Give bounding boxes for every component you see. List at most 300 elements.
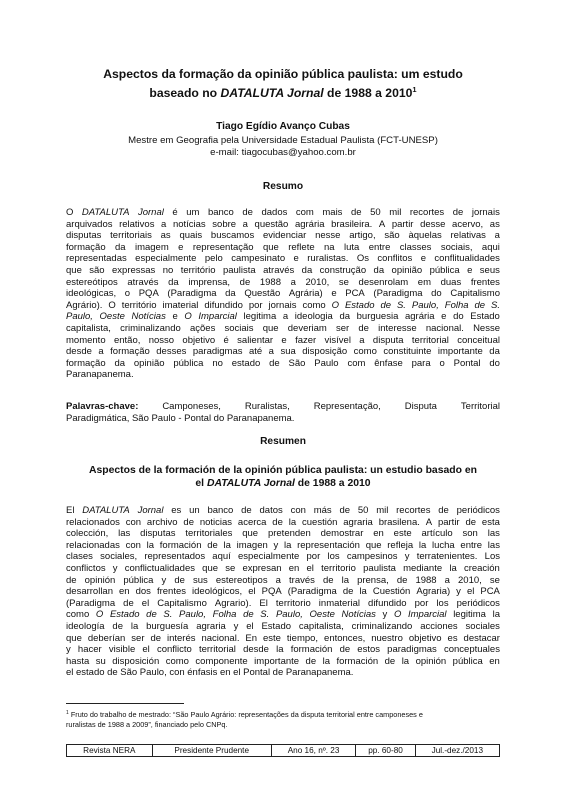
word: de [183, 516, 194, 528]
word: dos [135, 586, 151, 598]
text-line [66, 230, 500, 242]
word: opinião [133, 357, 165, 369]
text-line [66, 563, 500, 575]
word: até [248, 346, 263, 358]
word: este [393, 528, 412, 540]
word: interesse [378, 322, 417, 334]
word: objetivo [182, 334, 216, 346]
word: de [150, 632, 162, 644]
word: con [125, 539, 141, 551]
word: representados [144, 551, 206, 563]
word: el [142, 644, 150, 656]
word: acciones [420, 620, 458, 632]
word: ideológicas, [66, 288, 117, 300]
word: paradigmas [192, 346, 243, 358]
word: por [306, 551, 321, 563]
word: disputas [66, 230, 102, 242]
footer-issue: Ano 16, nº. 23 [271, 745, 356, 757]
word: S. [396, 299, 406, 311]
word: la [418, 539, 427, 551]
word: do [489, 357, 500, 369]
footnote [66, 709, 500, 729]
footnote-text-2: ruralistas de 1988 a 2009”, financiado pelo CNPq. [66, 719, 228, 729]
word: capitalista, [298, 620, 344, 632]
word: o [124, 288, 131, 300]
word: aqui [481, 241, 500, 253]
word: e [293, 253, 299, 265]
word: brasilena. [378, 516, 420, 528]
word: pública [429, 264, 460, 276]
word: então, [113, 334, 141, 346]
word: y [112, 562, 118, 574]
word: Territorial [460, 401, 500, 412]
word: disposição [302, 346, 348, 358]
word: ideológicos, [192, 586, 243, 598]
word: periódicos [456, 505, 500, 516]
word: artigo, [349, 230, 376, 242]
word: por [414, 597, 429, 609]
word: Paulo, [411, 299, 439, 311]
footnote-divider [66, 703, 184, 704]
word: seus [479, 264, 500, 276]
word: Agrário). [66, 299, 103, 311]
word: periódicos [456, 597, 500, 609]
word: opinión [84, 574, 116, 586]
word: através [263, 264, 295, 276]
word: de [241, 505, 252, 516]
title-line-1: Aspectos da formação da opinião pública paulista: um estudo [103, 67, 463, 81]
word: es [447, 632, 458, 644]
resumo-heading: Resumo [262, 181, 304, 192]
word: Os [356, 253, 369, 265]
resumen-subtitle-prefix: el [195, 478, 207, 489]
word: Oeste [99, 311, 125, 323]
word: Imparcial [198, 311, 237, 323]
word: S. [163, 609, 173, 621]
word: quais [179, 230, 203, 242]
word: el [248, 586, 256, 598]
word: desse [420, 218, 446, 230]
word: nesse [315, 230, 341, 242]
word: el [233, 667, 241, 679]
word: la [341, 574, 349, 586]
word: reflete [288, 241, 315, 253]
word: o [439, 357, 445, 369]
word: la [288, 516, 297, 528]
word: se [338, 276, 349, 288]
word: a [444, 574, 450, 586]
word: la [322, 655, 330, 667]
word: entonces, [324, 632, 366, 644]
word: de [269, 357, 280, 369]
word: desenrolam [358, 276, 409, 288]
word: na [324, 241, 335, 253]
text-line [66, 207, 500, 219]
word: Imparcial [407, 609, 447, 621]
resumen-heading: Resumen [260, 436, 306, 447]
word: paradigmas [387, 644, 437, 656]
word: e [420, 253, 426, 265]
word: lucha [431, 539, 455, 551]
word: disputas [140, 528, 176, 540]
word: a [275, 574, 281, 586]
word: campesinato [231, 253, 286, 265]
text-line [66, 311, 500, 323]
word: énfasis [187, 667, 218, 679]
word: burguesia [356, 311, 399, 323]
text-line [66, 644, 500, 656]
word: ser [336, 322, 350, 334]
word: Notícias [131, 311, 166, 323]
word: de [66, 574, 77, 586]
word: Estado [261, 620, 292, 632]
word: 50 [370, 207, 381, 218]
word: DATALUTA [81, 207, 130, 218]
word: la [283, 539, 292, 551]
word: Nesse [473, 322, 500, 334]
word: conceptuales [443, 644, 500, 656]
word: através [127, 276, 159, 288]
word: salientar [237, 334, 274, 346]
word: Estado [470, 311, 500, 323]
word: questão [254, 218, 289, 230]
word: creación [463, 562, 500, 574]
footer-row [67, 745, 500, 757]
word: pública [452, 655, 483, 667]
word: en [489, 655, 500, 667]
word: través [289, 574, 315, 586]
word: A [425, 516, 433, 528]
word: Estado [109, 609, 140, 621]
word: partir [391, 218, 414, 230]
word: dados [261, 207, 288, 218]
word: tiempo, [286, 632, 319, 644]
word: relacionadas [66, 539, 120, 551]
word: estos [357, 644, 381, 656]
word: conflicto [156, 644, 192, 656]
word: e [467, 264, 473, 276]
word: de [339, 505, 351, 516]
word: território [180, 264, 216, 276]
word: jornais [268, 299, 297, 311]
word: Questão [244, 288, 281, 300]
text-line [66, 540, 500, 552]
word: territorio [275, 597, 311, 609]
word: visible [108, 644, 136, 656]
word: da [168, 276, 179, 288]
word: frentes [156, 586, 186, 598]
word: es [171, 505, 182, 516]
word: relativas [450, 230, 486, 242]
word: A [378, 218, 386, 230]
word: representación [297, 539, 360, 551]
word: legitima [243, 311, 277, 323]
word: capitalista, [66, 322, 111, 334]
word: colección, [66, 528, 109, 540]
word: especialmente [238, 551, 300, 563]
word: Paranapanema. [285, 667, 354, 679]
word: 1988 [415, 574, 437, 586]
word: Paulo [151, 412, 176, 424]
word: opinión [415, 655, 447, 667]
word: se [225, 562, 236, 574]
word: la [276, 644, 284, 656]
word: esta [481, 516, 500, 528]
author-block [40, 121, 526, 159]
text-line [66, 300, 500, 312]
word: 2010, [458, 574, 482, 586]
word: el [306, 562, 314, 574]
word: estado [231, 357, 261, 369]
word: imagem [134, 241, 169, 253]
word: como [353, 346, 377, 358]
word: classes [399, 241, 432, 253]
author-affiliation: Mestre em Geografia pela Universidade Estadual Paulista (FCT-UNESP) [128, 135, 438, 146]
word: da [301, 264, 313, 276]
word: el [141, 597, 150, 609]
title-line-2 [40, 82, 526, 101]
word: Folha [444, 299, 469, 311]
word: criminalizando [351, 620, 413, 632]
word: los [436, 597, 449, 609]
word: archivo [146, 516, 178, 528]
word: São [288, 357, 306, 369]
word: para [411, 357, 431, 369]
word: a [290, 276, 296, 288]
word: El [66, 505, 75, 516]
word: de [272, 667, 284, 679]
word: conflitualidades [434, 253, 500, 265]
word: con [169, 667, 185, 679]
word: fazer [295, 334, 317, 346]
word: notícias [172, 218, 206, 230]
word: formação [66, 241, 106, 253]
word: la [449, 562, 457, 574]
word: que [66, 264, 82, 276]
word: acerca [237, 516, 267, 528]
author-name: Tiago Egídio Avanço Cubas [216, 121, 350, 132]
word: estereótipos [66, 276, 118, 288]
word: estado [76, 667, 105, 679]
word: da [339, 311, 351, 323]
word: do [453, 311, 464, 323]
word: expresan [242, 562, 282, 574]
word: nuestro [371, 632, 403, 644]
word: O [66, 207, 74, 218]
word: el [66, 667, 74, 679]
word: deveriam [287, 322, 327, 334]
footnote-line-2 [66, 720, 500, 730]
word: àquelas [408, 230, 442, 242]
word: Paulo, [179, 609, 206, 621]
footnote-line-1 [66, 709, 500, 720]
word: su [95, 655, 106, 667]
word: Representação, [313, 401, 381, 412]
text-line [66, 346, 500, 358]
word: ideologia [294, 311, 333, 323]
title-footnote-mark[interactable]: 1 [412, 85, 417, 94]
word: acervo, [452, 218, 484, 230]
word: desde [243, 644, 269, 656]
word: objetivo [408, 632, 442, 644]
footnote-mark: 1 [66, 710, 69, 716]
word: con [125, 516, 142, 528]
word: formación [159, 539, 202, 551]
word: território [121, 299, 157, 311]
word: El [259, 597, 268, 609]
word: demostrar [320, 528, 364, 540]
text-line [66, 369, 500, 381]
word: de [242, 207, 253, 218]
word: deberían [87, 632, 126, 644]
word: (Paradigma [373, 288, 423, 300]
word: con [290, 505, 306, 516]
text-line [66, 323, 500, 335]
word: territorial [198, 644, 236, 656]
word: O [95, 609, 104, 621]
word: recortes [396, 505, 431, 516]
word: S. [490, 299, 500, 311]
word: terratenientes. [416, 551, 478, 563]
resumen-subtitle-line-2 [40, 477, 526, 490]
text-line [66, 517, 500, 529]
word: nacional. [201, 632, 240, 644]
word: de [465, 516, 477, 528]
word: duas [440, 276, 462, 288]
word: construção [319, 264, 367, 276]
word: representação [192, 241, 254, 253]
word: de [358, 322, 369, 334]
word: evidenciar [263, 230, 307, 242]
word: refleja [387, 539, 414, 551]
text-line [66, 575, 500, 587]
word: entre [368, 241, 391, 253]
word: en [119, 586, 130, 598]
text-line [66, 242, 500, 254]
word: un [189, 505, 200, 516]
title-line-2-emphasis: DATALUTA Jornal [220, 86, 324, 100]
word: ênfase [374, 357, 403, 369]
word: la [492, 609, 500, 621]
word: (Paradigma [66, 597, 116, 609]
author-email[interactable]: e-mail: tiagocubas@yahoo.com.br [210, 147, 356, 158]
word: cuestión [302, 516, 338, 528]
word: la [359, 586, 367, 598]
word: Paranapanema. [226, 412, 295, 424]
text-line [66, 288, 500, 300]
word: em [417, 276, 431, 288]
word: imprensa, [188, 276, 231, 288]
resumen-subtitle [40, 464, 526, 490]
text-line [66, 335, 500, 347]
text-line [66, 586, 500, 598]
word: a [268, 346, 274, 358]
word: este [263, 632, 281, 644]
word: frentes [470, 276, 500, 288]
word: de [474, 299, 486, 311]
word: territorial [411, 334, 449, 346]
word: sua [280, 346, 296, 358]
word: de [243, 609, 254, 621]
word: el [466, 586, 475, 598]
word: sociales, [100, 551, 138, 563]
resumo-paragraph [66, 207, 500, 381]
word: PCA [345, 288, 365, 300]
word: territoriales [185, 528, 233, 540]
word: disputa [372, 334, 404, 346]
word: as [489, 218, 500, 230]
text-line [66, 667, 500, 679]
word: formação [66, 357, 106, 369]
word: Paulo, [66, 311, 93, 323]
word: no [212, 357, 223, 369]
resumen-subtitle-line-1: Aspectos de la formación de la opinión pública paulista: un estudio basado en [89, 465, 477, 476]
word: clases [66, 551, 93, 563]
word: do [213, 412, 225, 424]
word: no [162, 264, 174, 276]
word: buscamos [210, 230, 255, 242]
text-line [66, 656, 500, 668]
word: por [248, 299, 263, 311]
word: pelo [204, 253, 223, 265]
word: Paradigmática, [66, 412, 130, 424]
journal-footer-table [66, 744, 500, 757]
word: la [130, 620, 139, 632]
word: Agraria) [416, 586, 451, 598]
word: que [262, 241, 279, 253]
word: las [118, 528, 131, 540]
word: campesinos [346, 551, 398, 563]
word: de [380, 299, 392, 311]
word: que [262, 322, 279, 334]
word: conceitual [457, 334, 500, 346]
word: agrária [294, 218, 325, 230]
word: de [112, 620, 123, 632]
word: (Paradigma [167, 288, 217, 300]
word: y [66, 644, 71, 656]
word: Camponeses, [162, 401, 221, 412]
word: da [373, 264, 385, 276]
word: S. [260, 609, 270, 621]
word: como [302, 299, 326, 311]
word: y [404, 551, 410, 563]
word: difundido [368, 597, 407, 609]
word: Paulo [314, 357, 339, 369]
word: da [114, 357, 126, 369]
word: PQA [261, 586, 282, 598]
word: que [202, 562, 219, 574]
word: como [66, 609, 90, 621]
word: noticias [199, 516, 233, 528]
word: difundido [204, 299, 243, 311]
word: relacionados [66, 516, 120, 528]
word: visível [324, 334, 351, 346]
text-line [66, 253, 500, 265]
word: Disputa [404, 401, 437, 412]
word: de [272, 516, 283, 528]
word: formación [290, 644, 333, 656]
word: de [174, 574, 185, 586]
word: agraria [343, 516, 373, 528]
word: agrária [404, 311, 435, 323]
word: sociales [465, 620, 500, 632]
word: pública [123, 574, 154, 586]
word: partir [437, 516, 460, 528]
word: da [489, 346, 500, 358]
word: Capitalismo [450, 288, 500, 300]
word: PCA [480, 586, 500, 598]
word: Paulo, [139, 667, 167, 679]
